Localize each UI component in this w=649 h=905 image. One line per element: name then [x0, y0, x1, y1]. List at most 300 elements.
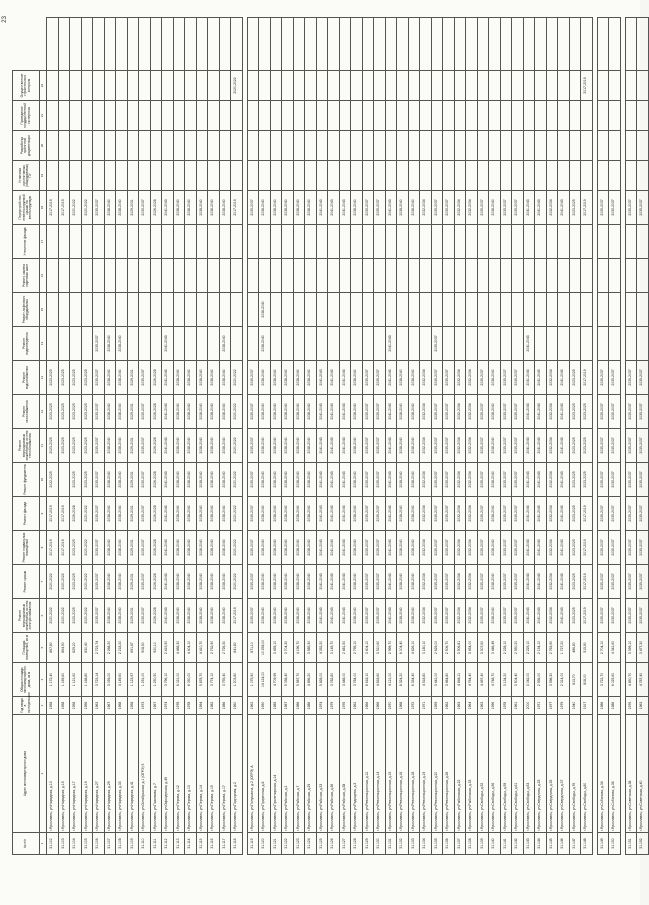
schedule-cell: [408, 259, 420, 293]
schedule-cell: 2020-2022: [81, 191, 93, 225]
schedule-cell: 2041-2043: [523, 565, 535, 599]
schedule-cell: 2038-2040: [208, 565, 220, 599]
schedule-cell: [208, 18, 220, 71]
schedule-cell: [47, 259, 59, 293]
schedule-cell: 2035-2037: [247, 395, 259, 429]
schedule-cell: [512, 293, 524, 327]
schedule-cell: [208, 327, 220, 361]
year-cell: 1958: [127, 697, 139, 715]
year-cell: 1972: [408, 697, 420, 715]
schedule-cell: [489, 225, 501, 259]
total-area-cell: 4 518,80: [420, 663, 432, 697]
schedule-cell: 2035-2037: [443, 361, 455, 395]
schedule-cell: [104, 101, 116, 131]
schedule-cell: [489, 161, 501, 191]
schedule-cell: 2035-2037: [362, 531, 374, 565]
schedule-cell: 2041-2043: [316, 531, 328, 565]
schedule-cell: 2038-2040: [116, 463, 128, 497]
schedule-cell: [420, 101, 432, 131]
column-header: Ремонт лифтового оборудования: [13, 293, 40, 327]
schedule-cell: [70, 259, 82, 293]
schedule-cell: 2041-2043: [162, 599, 174, 633]
schedule-cell: 2035-2037: [625, 463, 637, 497]
schedule-cell: [489, 101, 501, 131]
premises-area-cell: 486,80: [569, 633, 581, 663]
premises-area-cell: 2 506,70: [443, 633, 455, 663]
schedule-cell: [466, 131, 478, 161]
schedule-cell: [81, 101, 93, 131]
schedule-cell: 2035-2037: [637, 361, 649, 395]
schedule-cell: [454, 71, 466, 101]
total-area-cell: 808,00: [581, 663, 593, 697]
schedule-cell: 2041-2043: [162, 327, 174, 361]
schedule-cell: [208, 161, 220, 191]
schedule-cell: [431, 71, 443, 101]
schedule-cell: 2035-2037: [637, 497, 649, 531]
total-area-cell: 5 828,00: [316, 663, 328, 697]
schedule-cell: 2032-2034: [466, 599, 478, 633]
year-cell: 1964: [466, 697, 478, 715]
schedule-cell: 2038-2040: [305, 429, 317, 463]
schedule-cell: 2020-2022: [81, 531, 93, 565]
table-row: [558, 18, 570, 855]
column-number: 4: [40, 663, 47, 697]
schedule-cell: [625, 225, 637, 259]
schedule-cell: 2032-2034: [420, 191, 432, 225]
schedule-cell: 2038-2040: [397, 463, 409, 497]
schedule-cell: 2032-2034: [546, 395, 558, 429]
schedule-cell: [247, 327, 259, 361]
schedule-cell: 2017-2019: [58, 497, 70, 531]
row-number-cell: 31.105: [81, 833, 93, 855]
schedule-cell: 2038-2040: [104, 327, 116, 361]
schedule-cell: [489, 259, 501, 293]
schedule-cell: [127, 225, 139, 259]
schedule-cell: [70, 18, 82, 71]
schedule-cell: [139, 327, 151, 361]
schedule-cell: 2038-2040: [397, 599, 409, 633]
column-number: 12: [40, 395, 47, 429]
schedule-cell: [523, 259, 535, 293]
total-area-cell: 3 042,00: [523, 663, 535, 697]
schedule-cell: [431, 293, 443, 327]
schedule-cell: 2032-2034: [466, 429, 478, 463]
schedule-cell: 2023-2025: [581, 429, 593, 463]
schedule-cell: [443, 293, 455, 327]
schedule-cell: 2038-2040: [259, 599, 271, 633]
schedule-cell: [58, 131, 70, 161]
schedule-cell: [339, 327, 351, 361]
schedule-cell: [47, 225, 59, 259]
address-cell: г.Ярославль, ул.Рыбинская, д.33: [466, 715, 478, 833]
schedule-cell: 2041-2043: [535, 463, 547, 497]
schedule-cell: 2038-2040: [293, 531, 305, 565]
schedule-cell: [454, 101, 466, 131]
schedule-cell: [500, 131, 512, 161]
premises-area-cell: 2 723,74: [93, 633, 105, 663]
schedule-cell: 2038-2040: [173, 429, 185, 463]
column-header: Ремонт фасада: [13, 497, 40, 531]
year-cell: 1963: [93, 697, 105, 715]
schedule-cell: [454, 293, 466, 327]
premises-area-cell: 830,40: [81, 633, 93, 663]
address-cell: г.Ярославль, ул.Свободы, д.59: [500, 715, 512, 833]
premises-area-cell: 515,90: [581, 633, 593, 663]
schedule-cell: 2041-2043: [316, 497, 328, 531]
table-row: [535, 18, 547, 855]
table-row: [523, 18, 535, 855]
column-number: 10: [40, 463, 47, 497]
schedule-cell: [231, 131, 243, 161]
row-number-cell: 31.149: [597, 833, 609, 855]
schedule-cell: [500, 293, 512, 327]
schedule-cell: [477, 293, 489, 327]
schedule-cell: 2035-2037: [500, 429, 512, 463]
total-area-cell: 2 936,00: [535, 663, 547, 697]
table-row: [127, 18, 139, 855]
schedule-cell: 2035-2037: [431, 531, 443, 565]
schedule-cell: 2041-2043: [385, 497, 397, 531]
schedule-cell: 2038-2040: [351, 395, 363, 429]
schedule-cell: 2038-2040: [185, 361, 197, 395]
schedule-cell: 2035-2037: [609, 599, 621, 633]
schedule-cell: [362, 161, 374, 191]
schedule-cell: 2041-2043: [523, 599, 535, 633]
schedule-cell: 2035-2037: [374, 463, 386, 497]
premises-area-cell: 3 180,10: [420, 633, 432, 663]
schedule-cell: 2020-2022: [81, 565, 93, 599]
schedule-cell: [581, 131, 593, 161]
schedule-cell: 2032-2034: [466, 395, 478, 429]
schedule-cell: [512, 161, 524, 191]
total-area-cell: 4 850,70: [625, 663, 637, 697]
schedule-cell: [185, 225, 197, 259]
schedule-cell: 2020-2022: [47, 599, 59, 633]
schedule-cell: 2020-2022: [231, 361, 243, 395]
schedule-cell: 2041-2043: [162, 191, 174, 225]
schedule-cell: 2038-2040: [270, 531, 282, 565]
schedule-cell: 2035-2037: [374, 565, 386, 599]
schedule-cell: 2035-2037: [512, 429, 524, 463]
schedule-cell: 2032-2034: [466, 361, 478, 395]
schedule-cell: 2041-2043: [558, 361, 570, 395]
schedule-cell: [477, 161, 489, 191]
schedule-cell: 2023-2025: [569, 565, 581, 599]
schedule-cell: [466, 101, 478, 131]
table-row: [219, 18, 231, 855]
schedule-cell: [127, 131, 139, 161]
schedule-cell: [397, 327, 409, 361]
schedule-cell: [512, 131, 524, 161]
schedule-cell: 2035-2037: [93, 191, 105, 225]
schedule-cell: [282, 327, 294, 361]
premises-area-cell: 4 196,70: [293, 633, 305, 663]
total-area-cell: 6 021,00: [173, 663, 185, 697]
schedule-cell: 2038-2040: [397, 395, 409, 429]
schedule-cell: [270, 18, 282, 71]
schedule-cell: 2041-2043: [523, 531, 535, 565]
schedule-cell: [81, 18, 93, 71]
schedule-cell: [185, 101, 197, 131]
schedule-cell: [385, 131, 397, 161]
schedule-cell: 2035-2037: [625, 361, 637, 395]
schedule-cell: 2038-2040: [185, 599, 197, 633]
row-number-cell: 31.114: [185, 833, 197, 855]
schedule-cell: [523, 71, 535, 101]
repair-schedule-table: [12, 17, 649, 855]
schedule-cell: [305, 101, 317, 131]
premises-area-cell: 3 506,81: [454, 633, 466, 663]
schedule-cell: 2032-2034: [546, 191, 558, 225]
schedule-cell: [282, 259, 294, 293]
schedule-cell: [581, 161, 593, 191]
schedule-cell: 2038-2040: [196, 191, 208, 225]
schedule-cell: 2041-2043: [535, 565, 547, 599]
schedule-cell: 2038-2040: [208, 361, 220, 395]
schedule-cell: [512, 225, 524, 259]
schedule-cell: 2035-2037: [477, 531, 489, 565]
table-row: [81, 18, 93, 855]
schedule-cell: 2032-2034: [420, 599, 432, 633]
schedule-cell: 2023-2025: [47, 361, 59, 395]
schedule-cell: [196, 327, 208, 361]
schedule-cell: [196, 293, 208, 327]
schedule-cell: [247, 131, 259, 161]
schedule-cell: [408, 131, 420, 161]
schedule-cell: 2023-2025: [569, 361, 581, 395]
schedule-cell: 2038-2040: [408, 191, 420, 225]
schedule-cell: [385, 101, 397, 131]
schedule-cell: [58, 225, 70, 259]
schedule-cell: [259, 259, 271, 293]
schedule-cell: [420, 259, 432, 293]
year-cell: 1986: [293, 697, 305, 715]
schedule-cell: [150, 293, 162, 327]
schedule-cell: [637, 327, 649, 361]
schedule-cell: 2029-2031: [127, 463, 139, 497]
schedule-cell: 2035-2037: [597, 361, 609, 395]
row-number-cell: 31.146: [558, 833, 570, 855]
schedule-cell: 2035-2037: [637, 429, 649, 463]
schedule-cell: 2035-2037: [443, 565, 455, 599]
year-cell: 1971: [420, 697, 432, 715]
schedule-cell: 2038-2040: [305, 191, 317, 225]
schedule-cell: [609, 327, 621, 361]
total-area-cell: 1 123,97: [127, 663, 139, 697]
total-area-cell: 3 774,10: [208, 663, 220, 697]
schedule-cell: [81, 225, 93, 259]
schedule-cell: [546, 71, 558, 101]
schedule-cell: 2035-2037: [374, 429, 386, 463]
premises-area-cell: 871,10: [247, 633, 259, 663]
schedule-cell: 2038-2040: [208, 599, 220, 633]
row-number-cell: 31.108: [116, 833, 128, 855]
year-cell: 1940: [569, 697, 581, 715]
schedule-cell: 2020-2022: [81, 599, 93, 633]
schedule-cell: [81, 293, 93, 327]
schedule-cell: 2035-2037: [362, 395, 374, 429]
schedule-cell: [637, 131, 649, 161]
total-area-cell: 3 723,14: [93, 663, 105, 697]
schedule-cell: 2032-2034: [466, 565, 478, 599]
total-area-cell: 3 598,30: [546, 663, 558, 697]
year-cell: 1978: [185, 697, 197, 715]
schedule-cell: [47, 327, 59, 361]
schedule-cell: [219, 131, 231, 161]
schedule-cell: [150, 259, 162, 293]
schedule-cell: 2035-2037: [362, 361, 374, 395]
schedule-cell: [328, 131, 340, 161]
column-number: 5: [40, 633, 47, 663]
row-number-cell: 31.129: [362, 833, 374, 855]
schedule-cell: 2038-2040: [208, 191, 220, 225]
schedule-cell: 2038-2040: [208, 463, 220, 497]
schedule-cell: 2041-2043: [535, 429, 547, 463]
schedule-cell: [489, 71, 501, 101]
schedule-cell: 2041-2043: [523, 191, 535, 225]
schedule-cell: 2038-2040: [351, 429, 363, 463]
year-cell: 1977: [546, 697, 558, 715]
schedule-cell: [259, 161, 271, 191]
table-row: [305, 18, 317, 855]
schedule-cell: 2023-2025: [47, 429, 59, 463]
schedule-cell: [625, 161, 637, 191]
schedule-cell: 2032-2034: [546, 531, 558, 565]
schedule-cell: 2035-2037: [477, 395, 489, 429]
address-cell: г.Ярославль, ул.Свердлова, д.37: [558, 715, 570, 833]
schedule-cell: 2035-2037: [139, 361, 151, 395]
schedule-cell: [558, 259, 570, 293]
schedule-cell: [139, 101, 151, 131]
row-number-cell: 31.139: [477, 833, 489, 855]
schedule-cell: 2017-2019: [47, 191, 59, 225]
schedule-cell: [58, 327, 70, 361]
schedule-cell: 2038-2040: [104, 191, 116, 225]
schedule-cell: 2035-2037: [512, 463, 524, 497]
row-number-cell: 31.132: [397, 833, 409, 855]
schedule-cell: 2038-2040: [259, 293, 271, 327]
premises-area-cell: 867,80: [47, 633, 59, 663]
schedule-cell: [408, 71, 420, 101]
schedule-cell: [637, 225, 649, 259]
schedule-cell: [512, 327, 524, 361]
schedule-cell: [339, 259, 351, 293]
schedule-cell: 2038-2040: [270, 361, 282, 395]
column-header: Ремонт водоснабжения: [13, 361, 40, 395]
table-row: [489, 18, 501, 855]
schedule-cell: 2041-2043: [328, 565, 340, 599]
premises-area-cell: 3 585,30: [305, 633, 317, 663]
schedule-cell: 2035-2037: [93, 395, 105, 429]
schedule-cell: [546, 225, 558, 259]
year-cell: 1917: [581, 697, 593, 715]
schedule-cell: [328, 71, 340, 101]
total-area-cell: 4 121,00: [385, 663, 397, 697]
row-number-cell: 31.140: [489, 833, 501, 855]
schedule-cell: [173, 71, 185, 101]
schedule-cell: 2035-2037: [597, 191, 609, 225]
schedule-cell: [270, 293, 282, 327]
total-area-cell: 1 203,80: [231, 663, 243, 697]
schedule-cell: [196, 18, 208, 71]
schedule-cell: [116, 161, 128, 191]
schedule-cell: [477, 327, 489, 361]
table-row: [420, 18, 432, 855]
schedule-cell: 2041-2043: [339, 395, 351, 429]
schedule-cell: 2038-2040: [489, 429, 501, 463]
schedule-cell: [546, 327, 558, 361]
schedule-cell: 2035-2037: [93, 327, 105, 361]
address-cell: г.Ярославль, ул.Перова, д.15: [208, 715, 220, 833]
schedule-cell: [374, 71, 386, 101]
schedule-cell: 2032-2034: [546, 463, 558, 497]
schedule-cell: [443, 225, 455, 259]
premises-area-cell: 1 727,20: [558, 633, 570, 663]
schedule-cell: [139, 131, 151, 161]
row-number-cell: 31.125: [316, 833, 328, 855]
schedule-cell: [282, 161, 294, 191]
schedule-cell: 2038-2040: [282, 395, 294, 429]
premises-area-cell: 2 481,50: [339, 633, 351, 663]
schedule-cell: [70, 327, 82, 361]
address-cell: г.Ярославль, ул.Свободы, д.76: [569, 715, 581, 833]
schedule-cell: 2035-2037: [374, 497, 386, 531]
schedule-cell: [477, 131, 489, 161]
premises-area-cell: 3 704,30: [282, 633, 294, 663]
address-cell: г.Ярославль, ул.Революционная, д.14: [374, 715, 386, 833]
schedule-cell: 2017-2019: [581, 599, 593, 633]
schedule-cell: [150, 71, 162, 101]
schedule-cell: [93, 131, 105, 161]
schedule-cell: [385, 161, 397, 191]
schedule-cell: [139, 18, 151, 71]
schedule-cell: 2035-2037: [139, 531, 151, 565]
table-row: [162, 18, 174, 855]
total-area-cell: 3 796,10: [162, 663, 174, 697]
total-area-cell: 8 324,20: [397, 663, 409, 697]
schedule-cell: [362, 101, 374, 131]
schedule-cell: [208, 259, 220, 293]
column-header: Осуществление строительного контроля: [13, 71, 40, 101]
schedule-cell: 2041-2043: [316, 565, 328, 599]
schedule-cell: [535, 327, 547, 361]
schedule-cell: 2035-2037: [609, 429, 621, 463]
table-row: [247, 18, 259, 855]
year-cell: 1978: [500, 697, 512, 715]
total-area-cell: 6 334,40: [408, 663, 420, 697]
column-header: Ремонт внутридомовых инженерных систем теплоснабжения: [13, 429, 40, 463]
row-number-cell: 31.121: [270, 833, 282, 855]
schedule-cell: 2035-2037: [247, 463, 259, 497]
schedule-cell: 2038-2040: [351, 361, 363, 395]
schedule-cell: 2035-2037: [247, 497, 259, 531]
year-cell: 1966: [374, 697, 386, 715]
schedule-cell: [282, 225, 294, 259]
schedule-cell: [523, 161, 535, 191]
schedule-cell: 2023-2025: [569, 429, 581, 463]
year-cell: 1985: [270, 697, 282, 715]
total-area-cell: 3 464,80: [443, 663, 455, 697]
row-number-cell: 31.134: [420, 833, 432, 855]
schedule-cell: 2038-2040: [116, 429, 128, 463]
schedule-cell: 2038-2040: [282, 565, 294, 599]
schedule-cell: [609, 225, 621, 259]
schedule-cell: 2038-2040: [282, 361, 294, 395]
schedule-cell: 2038-2040: [208, 497, 220, 531]
column-number: 2: [40, 715, 47, 833]
schedule-cell: [454, 18, 466, 71]
address-cell: г.Ярославль, ул.Октябрьская, д.1 (ОГРЭ) 5: [139, 715, 151, 833]
